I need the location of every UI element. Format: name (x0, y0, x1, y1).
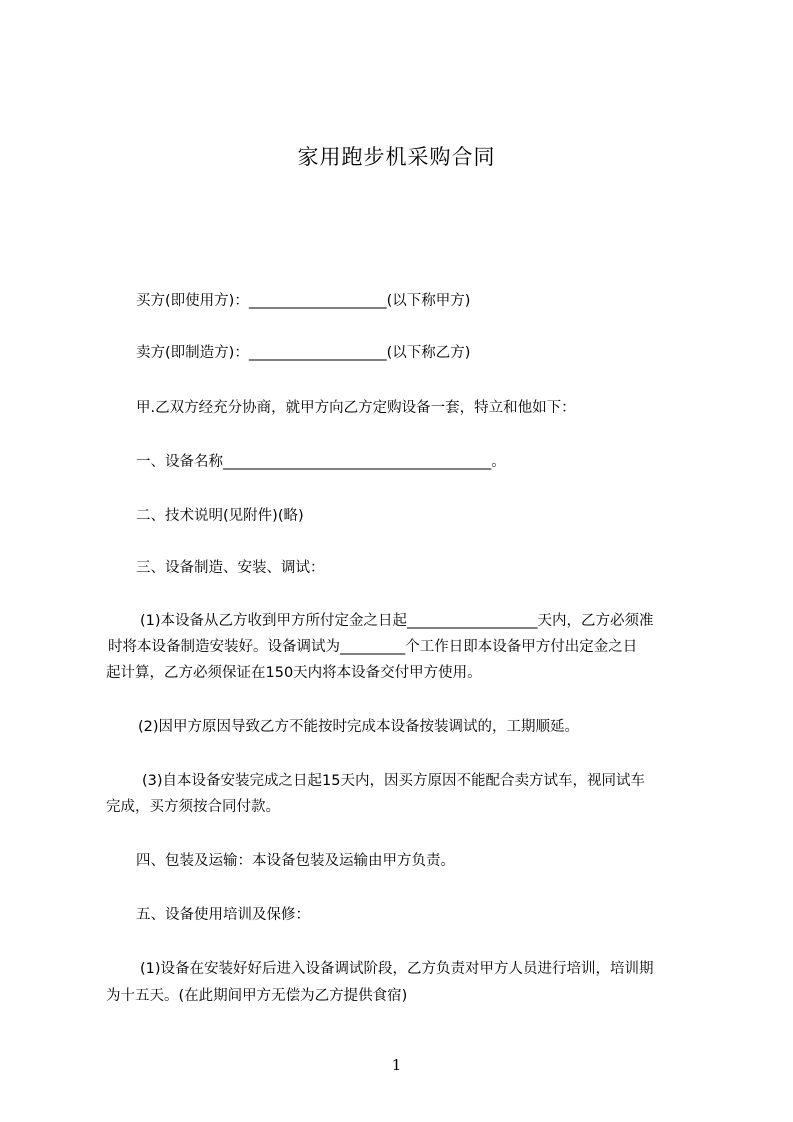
section-3-item-1-line-3: 起计算，乙方必须保证在150天内将本设备交付甲方使用。 (106, 665, 482, 681)
section-3-item-1-line-1: (1)本设备从乙方收到甲方所付定金之日起__________________天内，乙方必须准 (140, 613, 654, 629)
section-5-item-1-line-2: 为十五天。(在此期间甲方无偿为乙方提供食宿) (106, 988, 408, 1004)
section-3-item-3-line-1: (3)自本设备安装完成之日起15天内，因买方原因不能配合卖方试车，视同试车 (142, 773, 645, 789)
buyer-line: 买方(即使用方)：___________________(以下称甲方) (136, 293, 471, 309)
section-4-packaging: 四、包装及运输：本设备包装及运输由甲方负责。 (136, 853, 455, 869)
document-title: 家用跑步机采购合同 (297, 145, 496, 169)
section-3-heading: 三、设备制造、安装、调试： (136, 560, 325, 576)
section-5-heading: 五、设备使用培训及保修： (136, 907, 310, 923)
section-3-item-3-line-2: 完成，买方须按合同付款。 (106, 799, 280, 815)
seller-line: 卖方(即制造方)：___________________(以下称乙方) (136, 345, 471, 361)
intro-paragraph: 甲.乙双方经充分协商，就甲方向乙方定购设备一套，特立和他如下： (136, 400, 576, 416)
section-3-item-2: (2)因甲方原因导致乙方不能按时完成本设备按装调试的，工期顺延。 (138, 719, 580, 735)
section-5-item-1-line-1: (1)设备在安装好好后进入设备调试阶段，乙方负责对甲方人员进行培训，培训期 (140, 961, 654, 977)
section-1-equipment-name: 一、设备名称_____________________________________。 (136, 454, 506, 470)
section-3-item-1-line-2: 时将本设备制造安装好。设备调试为_________个工作日即本设备甲方付出定金之日 (108, 639, 638, 655)
page-number: 1 (391, 1056, 402, 1074)
section-2-technical-spec: 二、技术说明(见附件)(略) (136, 508, 304, 524)
